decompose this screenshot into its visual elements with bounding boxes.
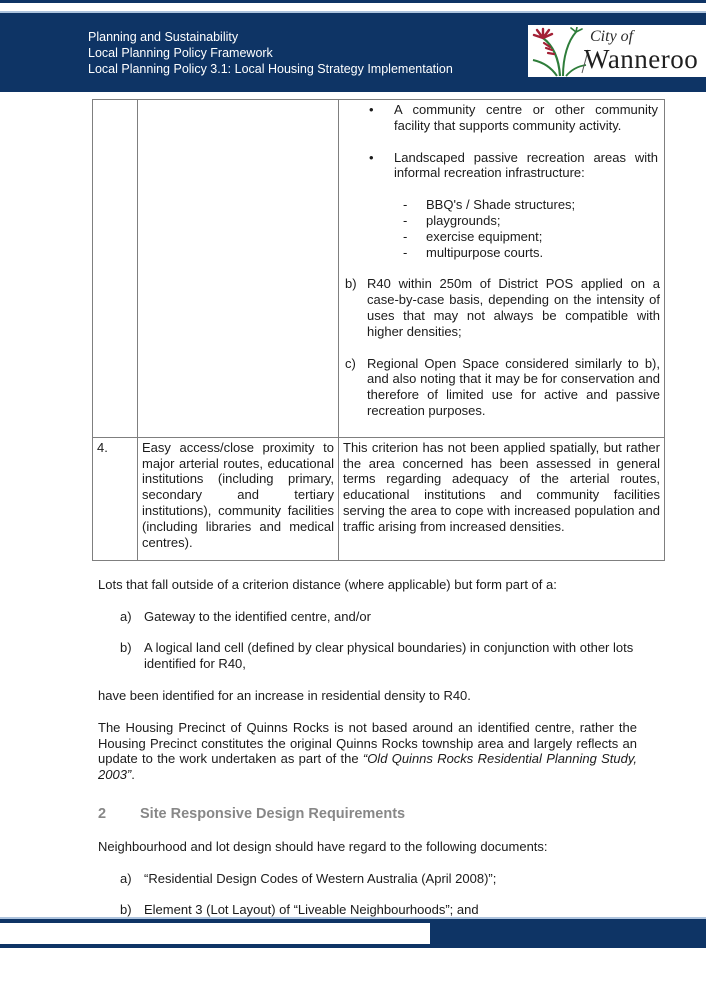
paragraph-italic-citation: “Old Quinns Rocks Residential Planning Study, 2003” — [98, 751, 637, 783]
list-item-liveable-neighbourhoods — [120, 902, 637, 918]
dash-marker: - — [403, 212, 408, 228]
dash-item — [403, 213, 658, 229]
body-text-block — [98, 577, 637, 918]
dash-item — [403, 229, 658, 245]
dash-marker: - — [403, 244, 408, 260]
item-text: R40 within 250m of District POS applied on a case-by-case basis, depending on the intensity of uses that may not always be compatible with higher densities; — [367, 276, 660, 339]
list-label: a) — [120, 608, 132, 624]
lettered-item-b — [345, 276, 660, 339]
table-row-4 — [93, 437, 665, 560]
header-line-department: Planning and Sustainability — [88, 30, 239, 44]
item-text: Regional Open Space considered similarly to b), and also noting that it may be for conservation and therefore of limited use for active and passive recreation purposes. — [367, 355, 660, 418]
cell-comment-4: This criterion has not been applied spatially, but rather the area concerned has been assessed in general terms regarding adequacy of the arterial routes, educational institutions and community facilities serving the area to cope with increased population and traffic arising from increased densities. — [339, 437, 665, 560]
header-line-policy: Local Planning Policy 3.1: Local Housing Strategy Implementation — [88, 62, 453, 76]
footer-ruled-bar — [0, 919, 430, 948]
paragraph-identified-increase: have been identified for an increase in residential density to R40. — [98, 687, 471, 703]
cell-criterion-empty — [138, 100, 339, 438]
list-label: b) — [120, 640, 132, 656]
section-heading-2 — [98, 807, 637, 823]
list-text: A logical land cell (defined by clear physical boundaries) in conjunction with other lots identified for R40, — [144, 640, 634, 672]
dash-text: multipurpose courts. — [426, 244, 544, 260]
dash-marker: - — [403, 197, 408, 213]
cell-comment-continuation — [339, 100, 665, 438]
logo-wanneroo-text: Wanneroo — [584, 44, 699, 74]
header-line-framework: Local Planning Policy Framework — [88, 46, 273, 60]
table-row-continuation — [93, 100, 665, 438]
list-label: b) — [120, 902, 132, 918]
list-text: “Residential Design Codes of Western Australia (April 2008)”; — [144, 870, 497, 886]
list-label: a) — [120, 870, 132, 886]
section-number: 2 — [98, 805, 107, 822]
bullet-marker: • — [369, 102, 374, 117]
cell-number-empty — [93, 100, 138, 438]
footer-navy-block — [430, 919, 706, 948]
logo-city-of-text: City of — [590, 28, 634, 45]
item-label: b) — [345, 276, 357, 292]
paragraph-lots-outside: Lots that fall outside of a criterion distance (where applicable) but form part of a: — [98, 576, 557, 592]
list-item-land-cell — [120, 640, 637, 672]
item-label: c) — [345, 355, 356, 371]
paragraph-neighbourhood-design: Neighbourhood and lot design should have regard to the following documents: — [98, 838, 548, 854]
paragraph-housing-precinct — [98, 720, 637, 783]
list-text: Gateway to the identified centre, and/or — [144, 608, 371, 624]
bullet-text: Landscaped passive recreation areas with informal recreation infrastructure: — [394, 149, 658, 181]
dash-text: BBQ's / Shade structures; — [426, 197, 576, 213]
lettered-item-c — [345, 356, 660, 419]
page-footer — [0, 917, 706, 948]
dash-text: exercise equipment; — [426, 228, 543, 244]
cell-number-4: 4. — [93, 437, 138, 560]
dash-sublist — [343, 197, 660, 260]
list-item-gateway — [120, 609, 637, 625]
dash-marker: - — [403, 228, 408, 244]
list-text: Element 3 (Lot Layout) of “Liveable Neighbourhoods”; and — [144, 902, 479, 918]
cell-criterion-4: Easy access/close proximity to major arterial routes, educational institutions (including primary, secondary and tertiary institutions), community facilities (including libraries and medical centres). — [138, 437, 339, 560]
list-item-design-codes — [120, 871, 637, 887]
paragraph-period: . — [131, 767, 135, 783]
bullet-item — [369, 102, 658, 134]
bullet-item — [369, 150, 658, 182]
bullet-marker: • — [369, 149, 374, 165]
criteria-assessment-table — [92, 99, 665, 561]
bullet-text: A community centre or other community facility that supports community activity. — [394, 102, 658, 133]
paragraph-normal-text: The Housing Precinct of Quinns Rocks is not based around an identified centre, rather the Housing Precinct constitutes the original Quinns Rocks township area and largely reflects an update to the work undertaken as part of the — [98, 719, 637, 767]
section-title: Site Responsive Design Requirements — [140, 805, 406, 822]
dash-item — [403, 245, 658, 261]
dash-item — [403, 197, 658, 213]
dash-text: playgrounds; — [426, 212, 501, 228]
